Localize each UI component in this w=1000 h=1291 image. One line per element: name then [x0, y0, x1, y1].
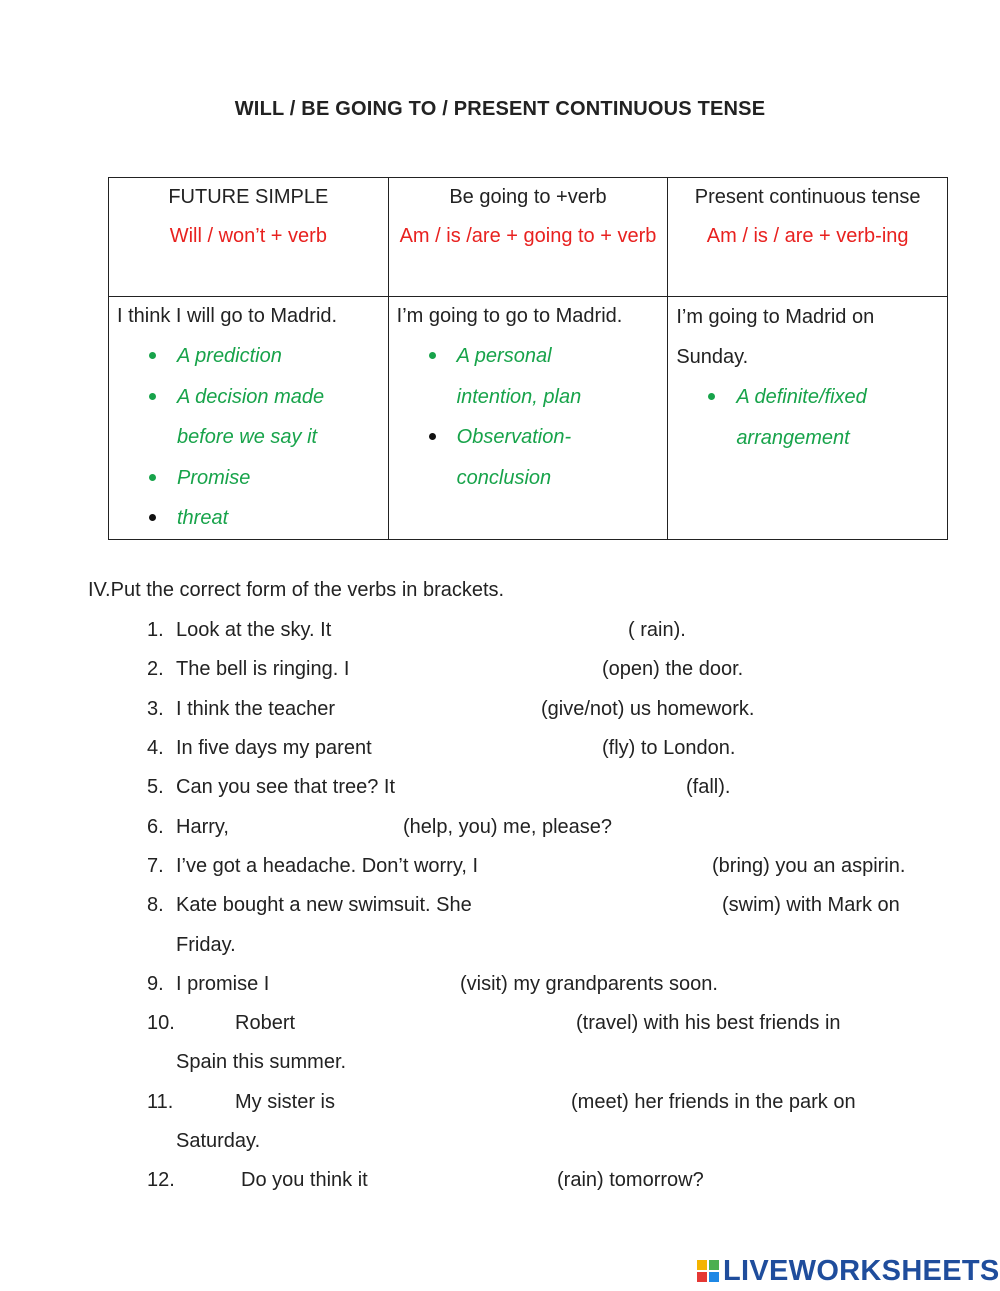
list-item: Observation- conclusion	[397, 417, 660, 498]
list-item: Promise	[117, 458, 380, 499]
item-text: Do you think it	[241, 1169, 368, 1191]
list-item: threat	[117, 498, 380, 539]
item-verb-hint: (visit) my grandparents soon.	[460, 973, 718, 995]
future-simple-formula: Will / won’t + verb	[169, 225, 327, 247]
logo-text: LIVEWORKSHEETS	[723, 1254, 1000, 1287]
item-number: 8.	[147, 894, 164, 916]
item-number: 7.	[147, 855, 164, 877]
item-text: The bell is ringing. I	[176, 658, 350, 680]
item-verb-hint: (meet) her friends in the park on	[571, 1091, 856, 1113]
item-verb-hint: (give/not) us homework.	[541, 698, 755, 720]
item-number: 2.	[147, 658, 164, 680]
going-to-example: I’m going to go to Madrid.	[396, 305, 623, 327]
table-body-row	[109, 297, 948, 540]
item-number: 4.	[147, 737, 164, 759]
logo-mark-icon	[697, 1260, 719, 1282]
table-header-row	[109, 178, 948, 297]
going-to-uses-list	[397, 336, 660, 498]
item-text-continued: Spain this summer.	[176, 1051, 347, 1073]
bullet-icon	[149, 393, 156, 400]
bullet-icon	[429, 433, 436, 440]
item-text: In five days my parent	[176, 737, 372, 759]
bullet-icon	[149, 474, 156, 481]
item-verb-hint: (fly) to London.	[602, 737, 736, 759]
item-number: 9.	[147, 973, 164, 995]
item-text: I promise I	[176, 973, 270, 995]
grammar-table	[108, 177, 948, 540]
list-item: A personal intention, plan	[397, 336, 660, 417]
item-text-continued: Friday.	[176, 934, 236, 956]
future-simple-heading: FUTURE SIMPLE	[168, 186, 329, 208]
future-simple-header-cell	[109, 178, 389, 297]
item-text: Kate bought a new swimsuit. She	[176, 894, 472, 916]
liveworksheets-logo[interactable]	[697, 1254, 1000, 1288]
item-verb-hint: (swim) with Mark on	[722, 894, 900, 916]
item-text: Harry,	[176, 816, 229, 838]
bullet-icon	[149, 352, 156, 359]
present-continuous-formula: Am / is / are + verb-ing	[706, 225, 909, 247]
item-verb-hint: (rain) tomorrow?	[557, 1169, 704, 1191]
going-to-body-cell	[388, 297, 668, 540]
exercise-instruction: IV.Put the correct form of the verbs in brackets.	[88, 579, 505, 601]
item-verb-hint: (travel) with his best friends in	[576, 1012, 841, 1034]
going-to-formula: Am / is /are + going to + verb	[399, 225, 657, 247]
item-verb-hint: (fall).	[686, 776, 731, 798]
item-text: Can you see that tree? It	[176, 776, 396, 798]
item-text: Look at the sky. It	[176, 619, 332, 641]
list-item: A decision made before we say it	[117, 377, 380, 458]
item-verb-hint: (help, you) me, please?	[403, 816, 613, 838]
item-number: 12.	[147, 1169, 175, 1191]
present-continuous-heading: Present continuous tense	[694, 186, 921, 208]
bullet-icon	[708, 393, 715, 400]
item-number: 10.	[147, 1012, 175, 1034]
future-simple-body-cell	[109, 297, 389, 540]
item-verb-hint: ( rain).	[628, 619, 686, 641]
item-text: Robert	[235, 1012, 296, 1034]
item-number: 11.	[147, 1091, 174, 1113]
present-continuous-body-cell	[668, 297, 948, 540]
item-number: 1.	[147, 619, 164, 641]
present-continuous-header-cell	[668, 178, 948, 297]
bullet-icon	[429, 352, 436, 359]
item-text: I think the teacher	[176, 698, 335, 720]
list-item: A prediction	[117, 336, 380, 377]
item-verb-hint: (bring) you an aspirin.	[712, 855, 906, 877]
item-verb-hint: (open) the door.	[602, 658, 744, 680]
bullet-icon	[149, 514, 156, 521]
going-to-header-cell	[388, 178, 668, 297]
item-text: I’ve got a headache. Don’t worry, I	[176, 855, 479, 877]
item-number: 5.	[147, 776, 164, 798]
going-to-heading: Be going to +verb	[449, 186, 607, 208]
item-text-continued: Saturday.	[176, 1130, 261, 1152]
future-simple-uses-list	[117, 336, 380, 539]
list-item: A definite/fixed arrangement	[676, 377, 939, 458]
item-text: My sister is	[235, 1091, 335, 1113]
present-continuous-uses-list	[676, 377, 939, 458]
future-simple-example: I think I will go to Madrid.	[117, 305, 338, 327]
item-number: 3.	[147, 698, 164, 720]
page-title: WILL / BE GOING TO / PRESENT CONTINUOUS TENSE	[234, 98, 766, 120]
item-number: 6.	[147, 816, 164, 838]
present-continuous-example: I’m going to Madrid on Sunday.	[676, 306, 875, 368]
